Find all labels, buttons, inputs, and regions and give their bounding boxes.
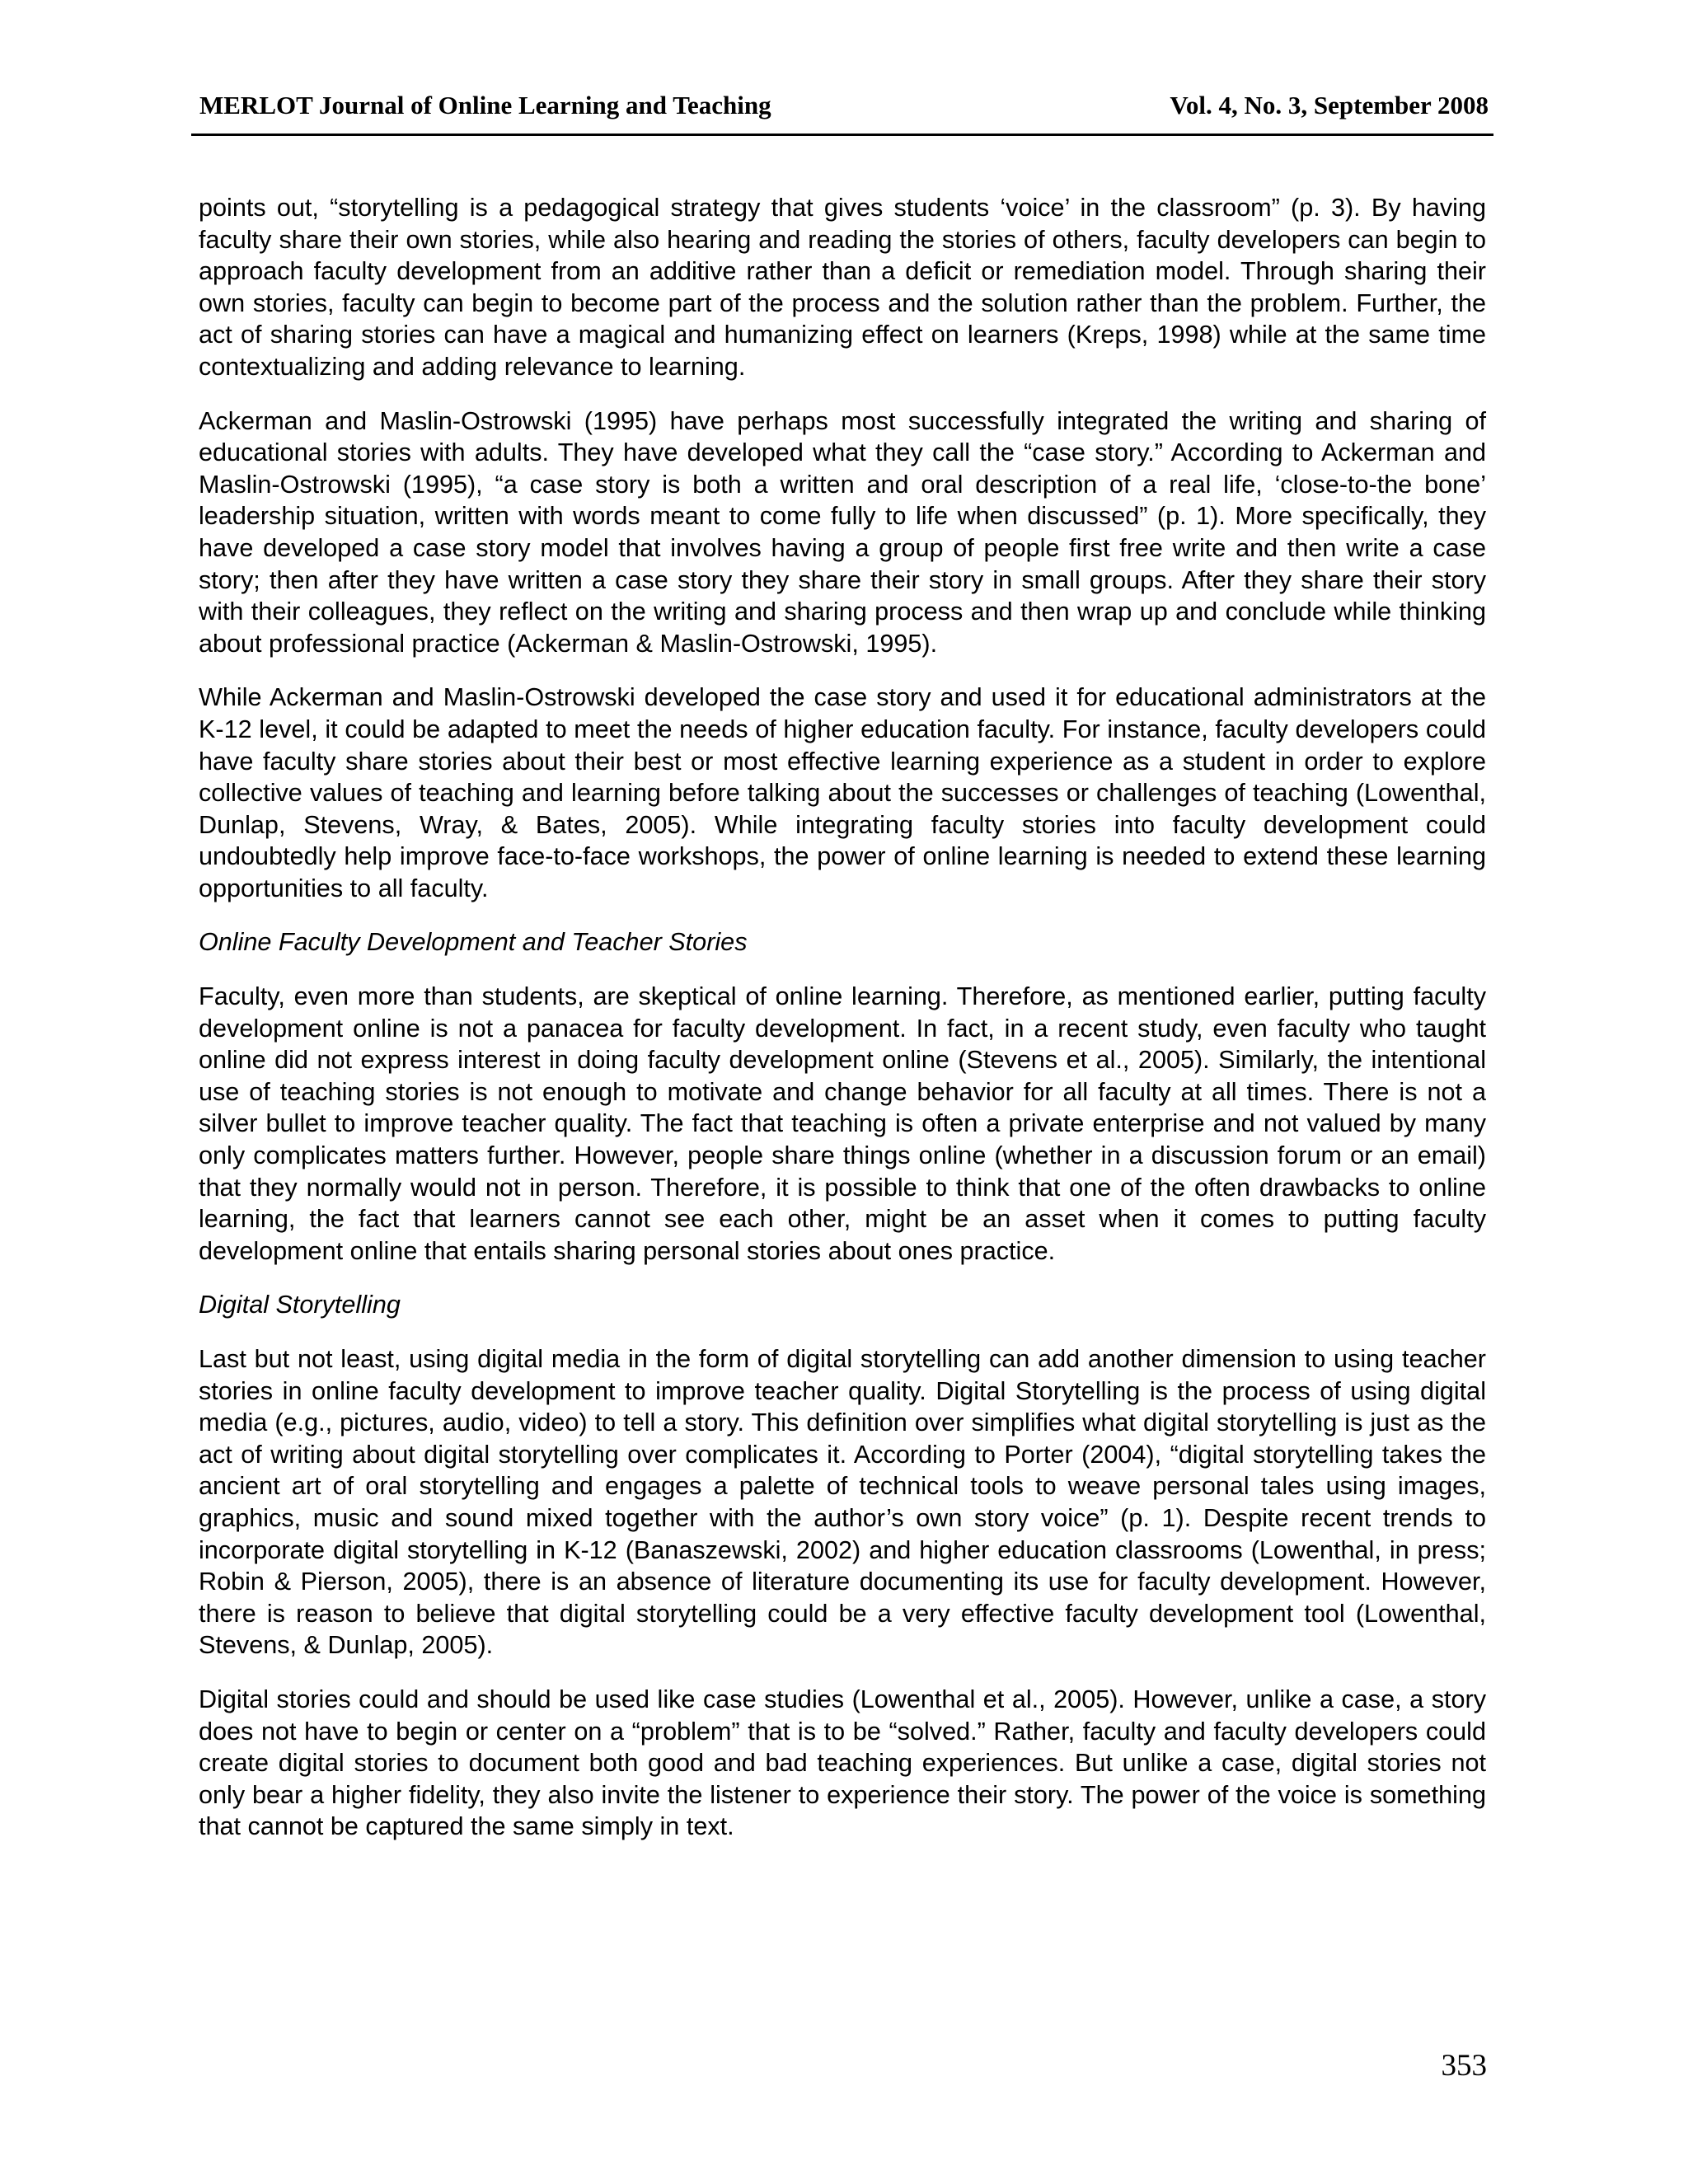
volume-info: Vol. 4, No. 3, September 2008 <box>1170 91 1489 120</box>
article-body <box>199 192 1486 1865</box>
section-heading-online-faculty-development: Online Faculty Development and Teacher Stories <box>199 928 748 957</box>
paragraph-higher-education: While Ackerman and Maslin-Ostrowski developed the case story and used it for educational administrators at the K-12 level, it could be adapted to meet the needs of higher education faculty. For instance, faculty developers could have faculty share stories about their best or most effective learning experience as a student in order to explore collective values of teaching and learning before talking about the successes or challenges of teaching (Lowenthal, Dunlap, Stevens, Wray, & Bates, 2005). While integrating faculty stories into faculty development could undoubtedly help improve face-to-face workshops, the power of online learning is needed to extend these learning opportunities to all faculty. <box>199 683 1486 902</box>
paragraph-skeptical-faculty: Faculty, even more than students, are skeptical of online learning. Therefore, as mentioned earlier, putting faculty development online is not a panacea for faculty development. In fact, in a recent study, even faculty who taught online did not express interest in doing faculty development online (Stevens et al., 2005). Similarly, the intentional use of teaching stories is not enough to motivate and change behavior for all faculty at all times. There is not a silver bullet to improve teacher quality. The fact that teaching is often a private enterprise and not valued by many only complicates matters further. However, people share things online (whether in a discussion forum or an email) that they normally would not in person. Therefore, it is possible to think that one of the often drawbacks to online learning, the fact that learners cannot see each other, might be an asset when it comes to putting faculty development online that entails sharing personal stories about ones practice. <box>199 982 1486 1265</box>
running-header <box>191 86 1493 136</box>
paragraph-digital-stories-case-studies: Digital stories could and should be used like case studies (Lowenthal et al., 2005). However, unlike a case, a story does not have to begin or center on a “problem” that is to be “solved.” Rather, faculty and faculty developers could create digital stories to document both good and bad teaching experiences. But unlike a case, digital stories not only bear a higher fidelity, they also invite the listener to experience their story. The power of the voice is something that cannot be captured the same simply in text. <box>199 1685 1486 1841</box>
page-number: 353 <box>1441 2049 1487 2083</box>
paragraph-storytelling-voice: points out, “storytelling is a pedagogical strategy that gives students ‘voice’ in the classroom” (p. 3). By having faculty share their own stories, while also hearing and reading the stories of others, faculty developers can begin to approach faculty development from an additive rather than a deficit or remediation model. Through sharing their own stories, faculty can begin to become part of the process and the solution rather than the problem. Further, the act of sharing stories can have a magical and humanizing effect on learners (Kreps, 1998) while at the same time contextualizing and adding relevance to learning. <box>199 194 1486 381</box>
paragraph-digital-media: Last but not least, using digital media in the form of digital storytelling can add another dimension to using teacher stories in online faculty development to improve teacher quality. Digital Storytelling is the process of using digital media (e.g., pictures, audio, video) to tell a story. This definition over simplifies what digital storytelling is just as the act of writing about digital storytelling over complicates it. According to Porter (2004), “digital storytelling takes the ancient art of oral storytelling and engages a palette of technical tools to weave personal tales using images, graphics, music and sound mixed together with the author’s own story voice” (p. 1). Despite recent trends to incorporate digital storytelling in K-12 (Banaszewski, 2002) and higher education classrooms (Lowenthal, in press; Robin & Pierson, 2005), there is an absence of literature documenting its use for faculty development. However, there is reason to believe that digital storytelling could be a very effective faculty development tool (Lowenthal, Stevens, & Dunlap, 2005). <box>199 1345 1486 1660</box>
section-heading-digital-storytelling: Digital Storytelling <box>199 1291 401 1319</box>
journal-title: MERLOT Journal of Online Learning and Teaching <box>199 91 771 120</box>
paragraph-case-story: Ackerman and Maslin-Ostrowski (1995) have perhaps most successfully integrated the writing and sharing of educational stories with adults. They have developed what they call the “case story.” According to Ackerman and Maslin-Ostrowski (1995), “a case story is both a written and oral description of a real life, ‘close-to-the bone’ leadership situation, written with words meant to come fully to life when discussed” (p. 1). More specifically, they have developed a case story model that involves having a group of people first free write and then write a case story; then after they have written a case story they share their story in small groups. After they share their story with their colleagues, they reflect on the writing and sharing process and then wrap up and conclude while thinking about professional practice (Ackerman & Maslin-Ostrowski, 1995). <box>199 406 1486 658</box>
